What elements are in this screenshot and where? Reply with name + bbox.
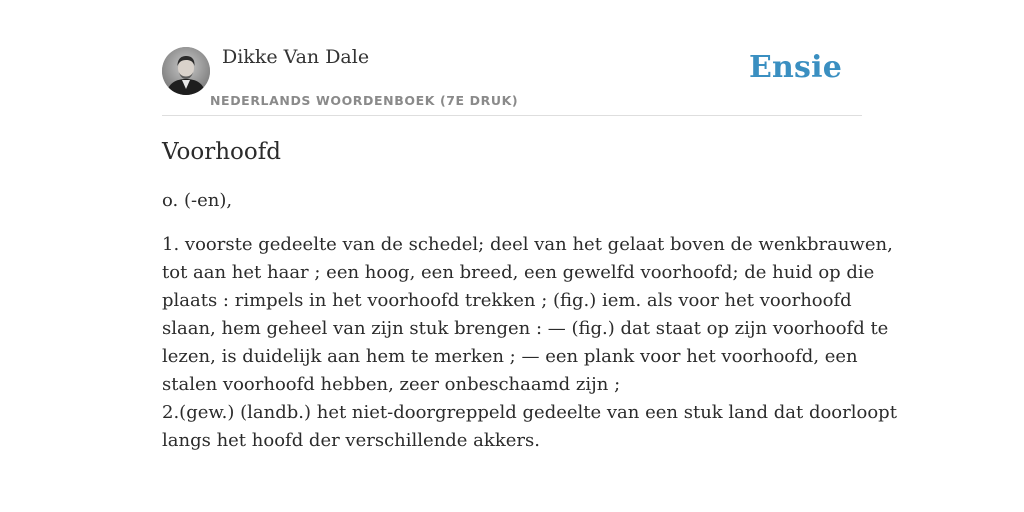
definition-line: 1. voorste gedeelte van de schedel; deel van het gelaat boven de wenkbrauwen, xyxy=(162,234,893,255)
source-title[interactable]: NEDERLANDS WOORDENBOEK (7E DRUK) xyxy=(210,93,519,108)
entry-term: Voorhoofd xyxy=(162,139,281,165)
definition-line: langs het hoofd der verschillende akkers. xyxy=(162,430,540,451)
definition-line: stalen voorhoofd hebben, zeer onbeschaamd zijn ; xyxy=(162,374,621,395)
author-avatar[interactable] xyxy=(162,47,210,95)
author-portrait-icon xyxy=(162,47,210,95)
definition-line: plaats : rimpels in het voorhoofd trekken ; (fig.) iem. als voor het voorhoofd xyxy=(162,290,852,311)
definition-line: lezen, is duidelijk aan hem te merken ; — een plank voor het voorhoofd, een xyxy=(162,346,858,367)
ensie-logo[interactable]: Ensie xyxy=(748,50,842,85)
definition-line: slaan, hem geheel van zijn stuk brengen : — (fig.) dat staat op zijn voorhoofd te xyxy=(162,318,889,339)
definition-line: tot aan het haar ; een hoog, een breed, een gewelfd voorhoofd; de huid op die xyxy=(162,262,875,283)
definition-line: 2.(gew.) (landb.) het niet-doorgreppeld gedeelte van een stuk land dat doorloopt xyxy=(162,402,897,423)
author-name[interactable]: Dikke Van Dale xyxy=(222,46,370,68)
entry-card xyxy=(162,40,897,455)
entry-definition xyxy=(162,231,897,455)
entry-header xyxy=(162,40,862,116)
entry-grammar: o. (-en), xyxy=(162,190,233,211)
